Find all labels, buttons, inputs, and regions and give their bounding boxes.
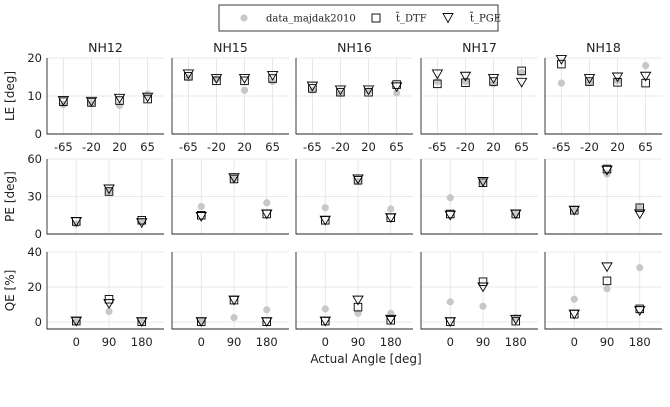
x-tick-label: 90 [599, 335, 615, 349]
panel-qe-nh17 [421, 252, 538, 349]
panel-qe-nh15 [172, 252, 289, 349]
x-tick-label: 20 [237, 140, 252, 154]
legend-data-marker [240, 14, 247, 21]
panel-le-nh18 [545, 40, 662, 154]
axis-lines [545, 252, 662, 329]
axis-lines [296, 252, 413, 329]
x-tick-label: -65 [53, 140, 73, 154]
x-tick-label: 0 [446, 335, 454, 349]
panel-le-nh17 [421, 40, 538, 154]
x-tick-label: 0 [570, 335, 578, 349]
y-tick-label: 30 [27, 189, 42, 204]
x-tick-label: -65 [178, 140, 198, 154]
legend-box [219, 5, 498, 31]
data-point [447, 298, 454, 305]
x-tick-label: 20 [361, 140, 376, 154]
x-tick-label: 90 [101, 335, 117, 349]
x-tick-label: 0 [321, 335, 329, 349]
legend [219, 5, 501, 31]
data-point [479, 303, 486, 310]
panel-pe-nh15 [172, 159, 289, 234]
x-tick-label: -65 [551, 140, 571, 154]
x-tick-label: 180 [255, 335, 278, 349]
y-tick-label: 0 [34, 127, 42, 141]
y-tick-label: 0 [34, 315, 42, 329]
data-point [603, 285, 610, 292]
data-point [642, 62, 649, 69]
panel-title-nh15: NH15 [213, 40, 248, 55]
data-point [636, 264, 643, 271]
x-tick-label: 180 [130, 335, 153, 349]
panel-title-nh16: NH16 [337, 40, 372, 55]
legend-pge-label: t̃_PGE [470, 13, 502, 25]
x-tick-label: 65 [140, 140, 155, 154]
x-tick-label: -20 [456, 140, 475, 154]
x-tick-label: 20 [486, 140, 501, 154]
x-tick-label: 90 [226, 335, 242, 349]
panel-le-nh16 [296, 40, 413, 154]
x-tick-label: 20 [112, 140, 127, 154]
panel-pe-nh18 [545, 159, 662, 234]
y-tick-label: 0 [34, 227, 42, 241]
y-axis-label-pe: PE [deg] [3, 171, 17, 222]
x-axis-label: Actual Angle [deg] [310, 352, 422, 366]
panels [3, 40, 662, 349]
legend-data-label: data_majdak2010 [266, 13, 356, 25]
legend-dtf-label: t̃_DTF [396, 13, 427, 25]
axis-lines [421, 252, 538, 329]
panel-title-nh17: NH17 [462, 40, 497, 55]
data-point [571, 296, 578, 303]
panel-pe-nh17 [421, 159, 538, 234]
panel-pe-nh16 [296, 159, 413, 234]
data-point [447, 194, 454, 201]
data-point [269, 78, 276, 85]
data-point [198, 203, 205, 210]
y-tick-label: 20 [27, 51, 42, 65]
data-point [230, 314, 237, 321]
x-tick-label: 90 [350, 335, 366, 349]
data-point [558, 79, 565, 86]
x-tick-label: 90 [475, 335, 491, 349]
x-tick-label: -65 [427, 140, 447, 154]
panel-le-nh15 [172, 40, 289, 154]
x-tick-label: -65 [302, 140, 322, 154]
panel-qe-nh12 [27, 245, 164, 349]
x-tick-label: 65 [265, 140, 280, 154]
y-axis-label-le: LE [deg] [3, 70, 17, 122]
data-point [263, 306, 270, 313]
panel-title-nh18: NH18 [586, 40, 621, 55]
x-tick-label: 20 [610, 140, 625, 154]
panel-qe-nh18 [545, 252, 662, 349]
y-tick-label: 20 [27, 280, 42, 294]
x-tick-label: 180 [628, 335, 651, 349]
x-tick-label: 0 [72, 335, 80, 349]
x-tick-label: 65 [514, 140, 529, 154]
data-point [241, 87, 248, 94]
y-tick-label: 40 [27, 245, 42, 259]
x-tick-label: -20 [331, 140, 350, 154]
x-tick-label: 65 [389, 140, 404, 154]
x-tick-label: 180 [379, 335, 402, 349]
x-tick-label: -20 [580, 140, 599, 154]
y-tick-label: 10 [27, 89, 42, 103]
panel-qe-nh16 [296, 252, 413, 349]
y-axis-label-qe: QE [%] [3, 269, 17, 312]
x-tick-label: -20 [207, 140, 226, 154]
data-point [263, 199, 270, 206]
x-tick-label: 65 [638, 140, 653, 154]
data-point [387, 205, 394, 212]
x-tick-label: -20 [82, 140, 101, 154]
data-point [322, 305, 329, 312]
y-tick-label: 60 [27, 152, 42, 166]
data-point [322, 204, 329, 211]
panel-title-nh12: NH12 [88, 40, 123, 55]
panel-le-nh12 [27, 40, 164, 154]
data-point [393, 89, 400, 96]
x-tick-label: 0 [197, 335, 205, 349]
panel-pe-nh12 [27, 152, 164, 241]
x-tick-label: 180 [504, 335, 527, 349]
